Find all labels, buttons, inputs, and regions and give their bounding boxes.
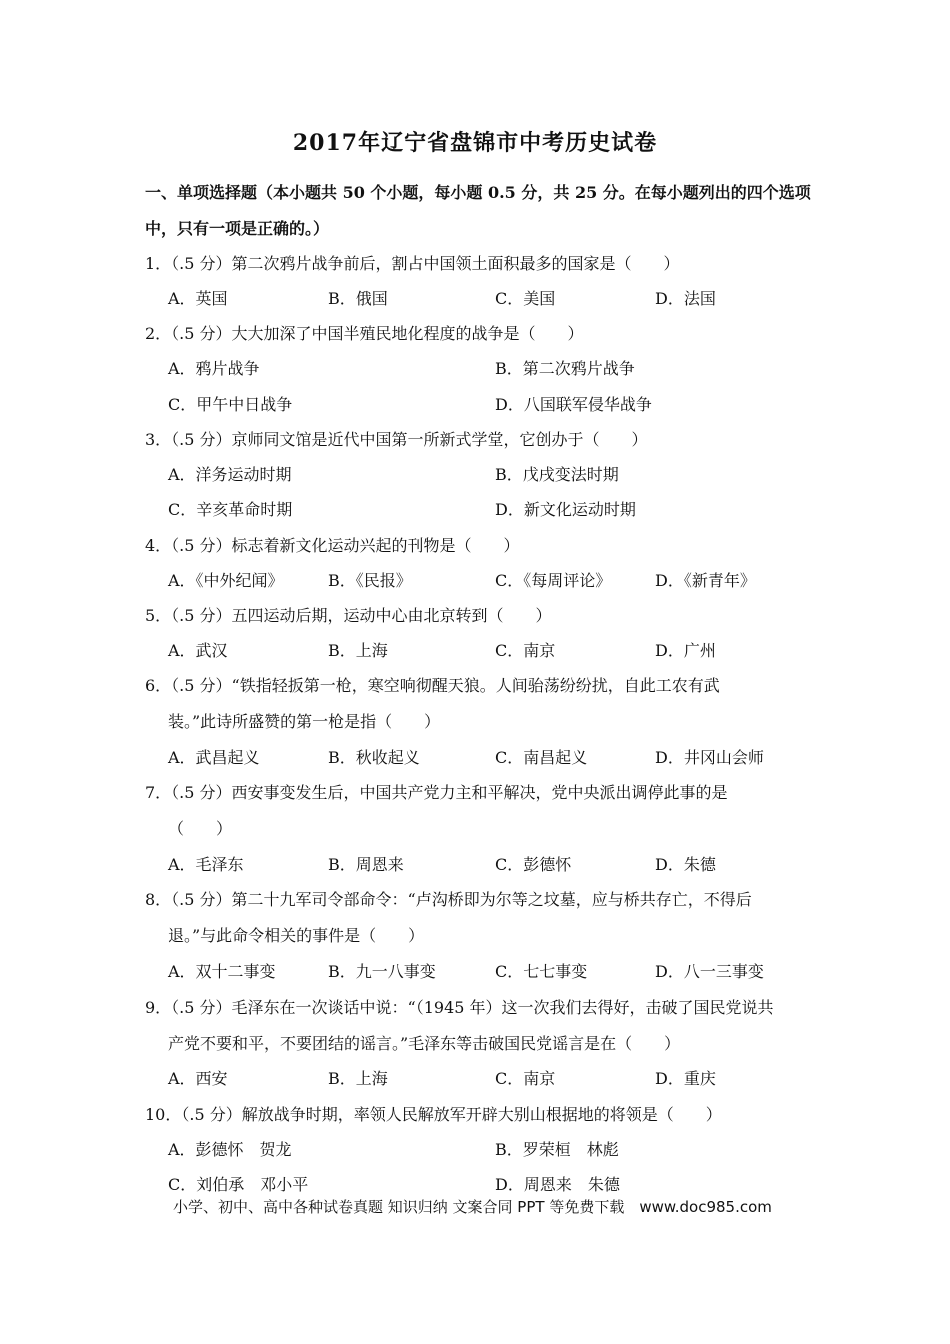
question-7: [145, 775, 815, 847]
option-a: A．彭德怀 贺龙: [168, 1140, 292, 1159]
option-c: C．南昌起义: [495, 748, 588, 767]
option-d: D．新文化运动时期: [495, 500, 636, 519]
question-stem-continued: 产党不要和平，不要团结的谣言。”毛泽东等击破国民党谣言是在（ ）: [168, 1034, 681, 1053]
question-stem: 7．（.5 分）西安事变发生后，中国共产党力主和平解决，党中央派出调停此事的是: [145, 783, 728, 802]
option-b: B．戊戌变法时期: [495, 465, 619, 484]
question-stem: 1．（.5 分）第二次鸦片战争前后，割占中国领土面积最多的国家是（ ）: [145, 254, 680, 273]
option-c: C．甲午中日战争: [168, 395, 293, 414]
question-stem: 4．（.5 分）标志着新文化运动兴起的刊物是（ ）: [145, 536, 520, 555]
option-c: C．彭德怀: [495, 855, 572, 874]
question-stem: 5．（.5 分）五四运动后期，运动中心由北京转到（ ）: [145, 606, 552, 625]
option-a: A．鸦片战争: [168, 359, 260, 378]
page-title: 2017年辽宁省盘锦市中考历史试卷: [292, 130, 658, 156]
option-b: B．罗荣桓 林彪: [495, 1140, 619, 1159]
option-d: D．朱德: [655, 855, 716, 874]
question-stem: 6．（.5 分）“铁指轻扳第一枪，寒空响彻醒天狼。人间骀荡纷纷扰，自此工农有武: [145, 676, 720, 695]
question-stem: 10．（.5 分）解放战争时期，率领人民解放军开辟大别山根据地的将领是（ ）: [145, 1105, 722, 1124]
option-a: A．双十二事变: [168, 962, 276, 981]
option-d: D．井冈山会师: [655, 748, 764, 767]
option-a: A．武昌起义: [168, 748, 260, 767]
question-stem: 3．（.5 分）京师同文馆是近代中国第一所新式学堂，它创办于（ ）: [145, 430, 648, 449]
option-b: B．《民报》: [328, 571, 412, 590]
option-a: A．洋务运动时期: [168, 465, 292, 484]
option-c: C．七七事变: [495, 962, 588, 981]
option-a: A．毛泽东: [168, 855, 244, 874]
option-b: B．上海: [328, 1069, 388, 1088]
option-d: D．《新青年》: [655, 571, 756, 590]
question-2: [145, 316, 815, 352]
question-3: [145, 422, 815, 458]
question-stem-continued: （ ）: [168, 819, 233, 838]
option-d: D．广州: [655, 641, 716, 660]
option-b: B．秋收起义: [328, 748, 420, 767]
option-c: C．辛亥革命时期: [168, 500, 293, 519]
option-c: C．南京: [495, 641, 556, 660]
option-b: B．周恩来: [328, 855, 404, 874]
option-c: C．美国: [495, 289, 556, 308]
footer-banner: 小学、初中、高中各种试卷真题 知识归纳 文案合同 PPT 等免费下载 www.doc985.com: [173, 1198, 772, 1216]
question-8: [145, 882, 815, 954]
option-b: B．上海: [328, 641, 388, 660]
question-stem-continued: 装。”此诗所盛赞的第一枪是指（ ）: [168, 712, 441, 731]
option-a: A．西安: [168, 1069, 228, 1088]
option-a: A．英国: [168, 289, 228, 308]
question-9: [145, 990, 815, 1062]
option-d: D．法国: [655, 289, 716, 308]
option-d: D．八国联军侵华战争: [495, 395, 652, 414]
section-header: [145, 175, 815, 247]
question-4: [145, 528, 815, 564]
question-stem-continued: 退。”与此命令相关的事件是（ ）: [168, 926, 425, 945]
question-stem: 8．（.5 分）第二十九军司令部命令：“卢沟桥即为尔等之坟墓，应与桥共存亡，不得后: [145, 890, 752, 909]
question-stem: 2．（.5 分）大大加深了中国半殖民地化程度的战争是（ ）: [145, 324, 584, 343]
section-header-line2: 中，只有一项是正确的。）: [145, 219, 330, 238]
section-header-line1: 一、单项选择题（本小题共 50 个小题，每小题 0.5 分，共 25 分。在每小题列出的四个选项: [145, 183, 811, 202]
option-b: B．九一八事变: [328, 962, 436, 981]
option-a: A．武汉: [168, 641, 228, 660]
option-d: D．重庆: [655, 1069, 716, 1088]
option-d: D．周恩来 朱德: [495, 1175, 620, 1194]
option-d: D．八一三事变: [655, 962, 764, 981]
option-c: C．刘伯承 邓小平: [168, 1175, 309, 1194]
question-1: [145, 246, 815, 282]
question-stem: 9．（.5 分）毛泽东在一次谈话中说：“（1945 年）这一次我们去得好，击破了国民党说共: [145, 998, 774, 1017]
option-b: B．俄国: [328, 289, 388, 308]
option-a: A．《中外纪闻》: [168, 571, 284, 590]
question-5: [145, 598, 815, 634]
option-c: C．南京: [495, 1069, 556, 1088]
question-10: [145, 1097, 815, 1133]
option-b: B．第二次鸦片战争: [495, 359, 635, 378]
option-c: C．《每周评论》: [495, 571, 612, 590]
question-6: [145, 668, 815, 740]
